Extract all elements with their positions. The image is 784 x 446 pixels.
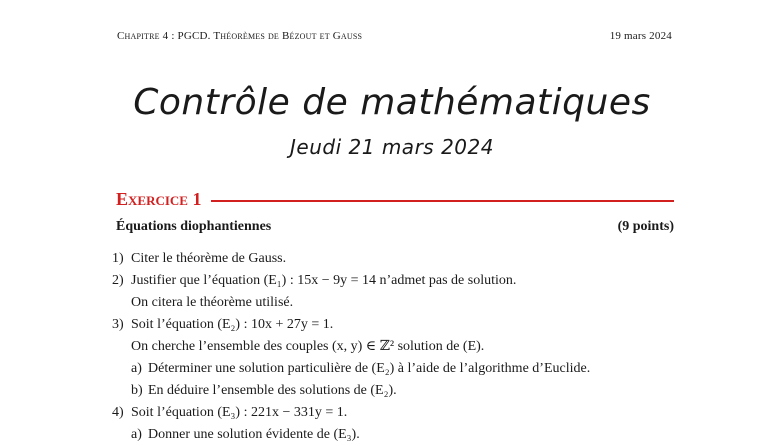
- list-item: 4) Soit l’équation (E₃) : 221x − 331y = 1.: [112, 405, 348, 420]
- exercise-heading: [116, 189, 674, 210]
- page-header: [117, 30, 672, 42]
- list-item: 2) Justifier que l’équation (E₁) : 15x − 9y = 14 n’admet pas de solution.: [112, 273, 517, 288]
- chapter-title: Chapitre 4 : PGCD. Théorèmes de Bézout et Gauss: [117, 30, 363, 42]
- exercise-label: Exercice 1: [116, 189, 202, 209]
- page-subtitle: Jeudi 21 mars 2024: [290, 135, 494, 159]
- list-item: b) En déduire l’ensemble des solutions de (E₂).: [131, 383, 397, 398]
- section-heading: [116, 219, 674, 235]
- points-label: (9 points): [617, 219, 674, 234]
- list-item: On cherche l’ensemble des couples (x, y) ∈ ℤ² solution de (E).: [131, 339, 485, 354]
- list-item: On citera le théorème utilisé.: [131, 295, 294, 310]
- exercise-rule: [211, 200, 674, 202]
- list-item: 3) Soit l’équation (E₂) : 10x + 27y = 1.: [112, 317, 334, 332]
- section-title: Équations diophantiennes: [116, 219, 272, 234]
- list-item: a) Donner une solution évidente de (E₃).: [131, 427, 360, 442]
- list-item: a) Déterminer une solution particulière de (E₂) à l’aide de l’algorithme d’Euclide.: [131, 361, 591, 376]
- list-item: 1) Citer le théorème de Gauss.: [112, 251, 287, 266]
- exercise-items: [112, 248, 684, 446]
- page-title: Contrôle de mathématiques: [133, 82, 651, 123]
- header-date: 19 mars 2024: [609, 30, 672, 42]
